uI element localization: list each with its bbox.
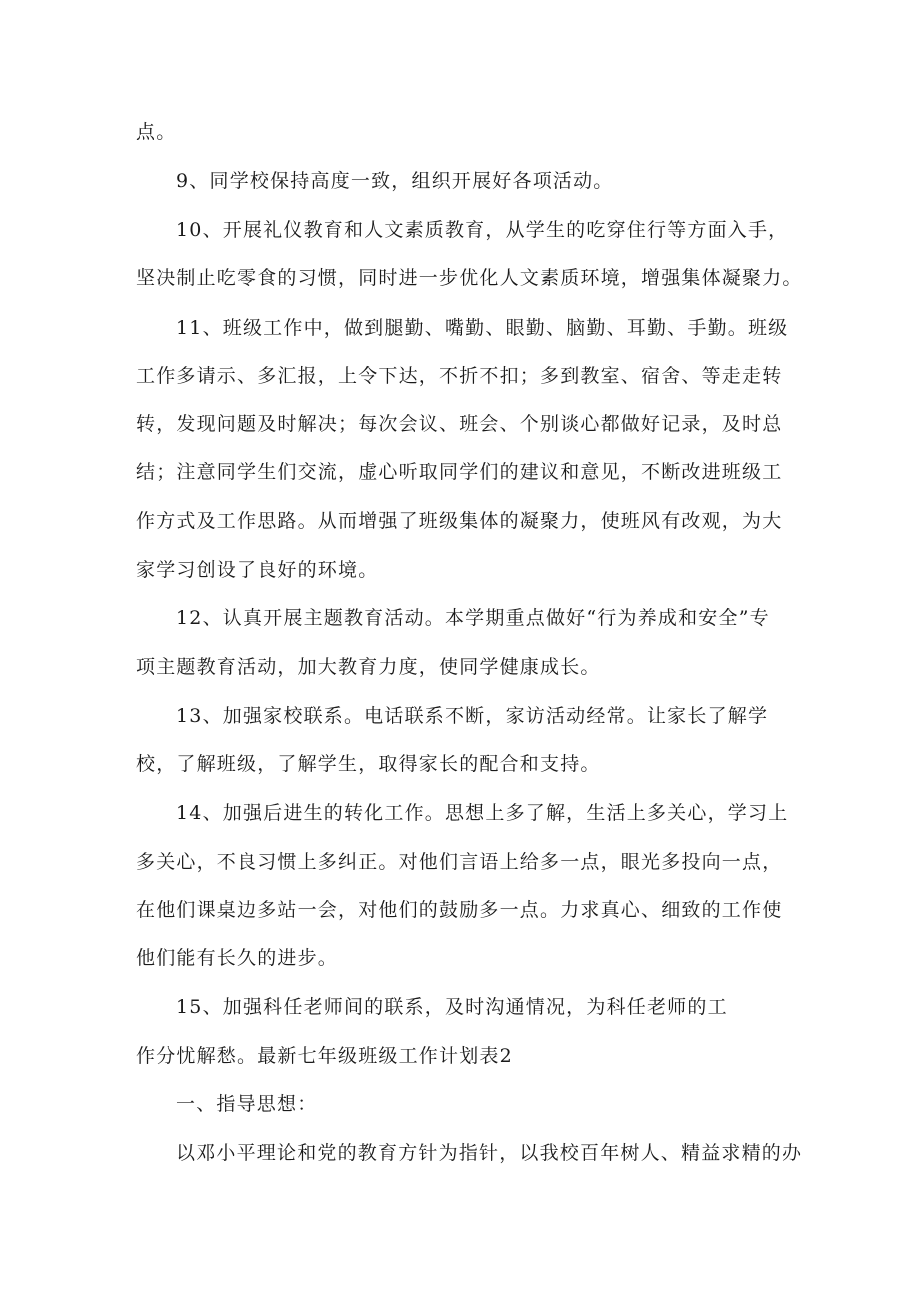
section-heading: 一、指导思想：	[176, 1093, 318, 1115]
text-line: 11、班级工作中，做到腿勤、嘴勤、眼勤、脑勤、耳勤、手勤。班级	[176, 317, 789, 339]
text-line: 10、开展礼仪教育和人文素质教育，从学生的吃穿住行等方面入手，	[176, 219, 789, 241]
text-line: 以邓小平理论和党的教育方针为指针，以我校百年树人、精益求精的办	[176, 1142, 803, 1164]
text-line: 作方式及工作思路。从而增强了班级集体的凝聚力，使班风有改观，为大	[136, 510, 783, 532]
text-line: 工作多请示、多汇报，上令下达，不折不扣；多到教室、宿舍、等走走转	[136, 365, 783, 387]
text-line: 结；注意同学生们交流，虚心听取同学们的建议和意见，不断改进班级工	[136, 461, 783, 483]
text-line: 9、同学校保持高度一致，组织开展好各项活动。	[176, 170, 614, 192]
text-line: 在他们课桌边多站一会，对他们的鼓励多一点。力求真心、细致的工作使	[136, 899, 783, 921]
text-line: 多关心，不良习惯上多纠正。对他们言语上给多一点，眼光多投向一点，	[136, 851, 783, 873]
text-line: 13、加强家校联系。电话联系不断，家访活动经常。让家长了解学	[176, 705, 769, 727]
text-line: 14、加强后进生的转化工作。思想上多了解，生活上多关心，学习上	[176, 802, 789, 824]
text-line: 坚决制止吃零食的习惯，同时进一步优化人文素质环境，增强集体凝聚力。	[136, 267, 803, 289]
text-line: 作分忧解愁。最新七年级班级工作计划表2	[136, 1045, 513, 1067]
text-line: 12、认真开展主题教育活动。本学期重点做好“行为养成和安全”专	[176, 607, 770, 629]
text-line: 点。	[136, 121, 177, 143]
text-line: 转，发现问题及时解决；每次会议、班会、个别谈心都做好记录，及时总	[136, 413, 783, 435]
text-line: 他们能有长久的进步。	[136, 947, 339, 969]
text-line: 15、加强科任老师间的联系，及时沟通情况，为科任老师的工	[176, 996, 728, 1018]
text-line: 项主题教育活动，加大教育力度，使同学健康成长。	[136, 656, 601, 678]
text-line: 家学习创设了良好的环境。	[136, 559, 379, 581]
text-line: 校，了解班级，了解学生，取得家长的配合和支持。	[136, 753, 601, 775]
